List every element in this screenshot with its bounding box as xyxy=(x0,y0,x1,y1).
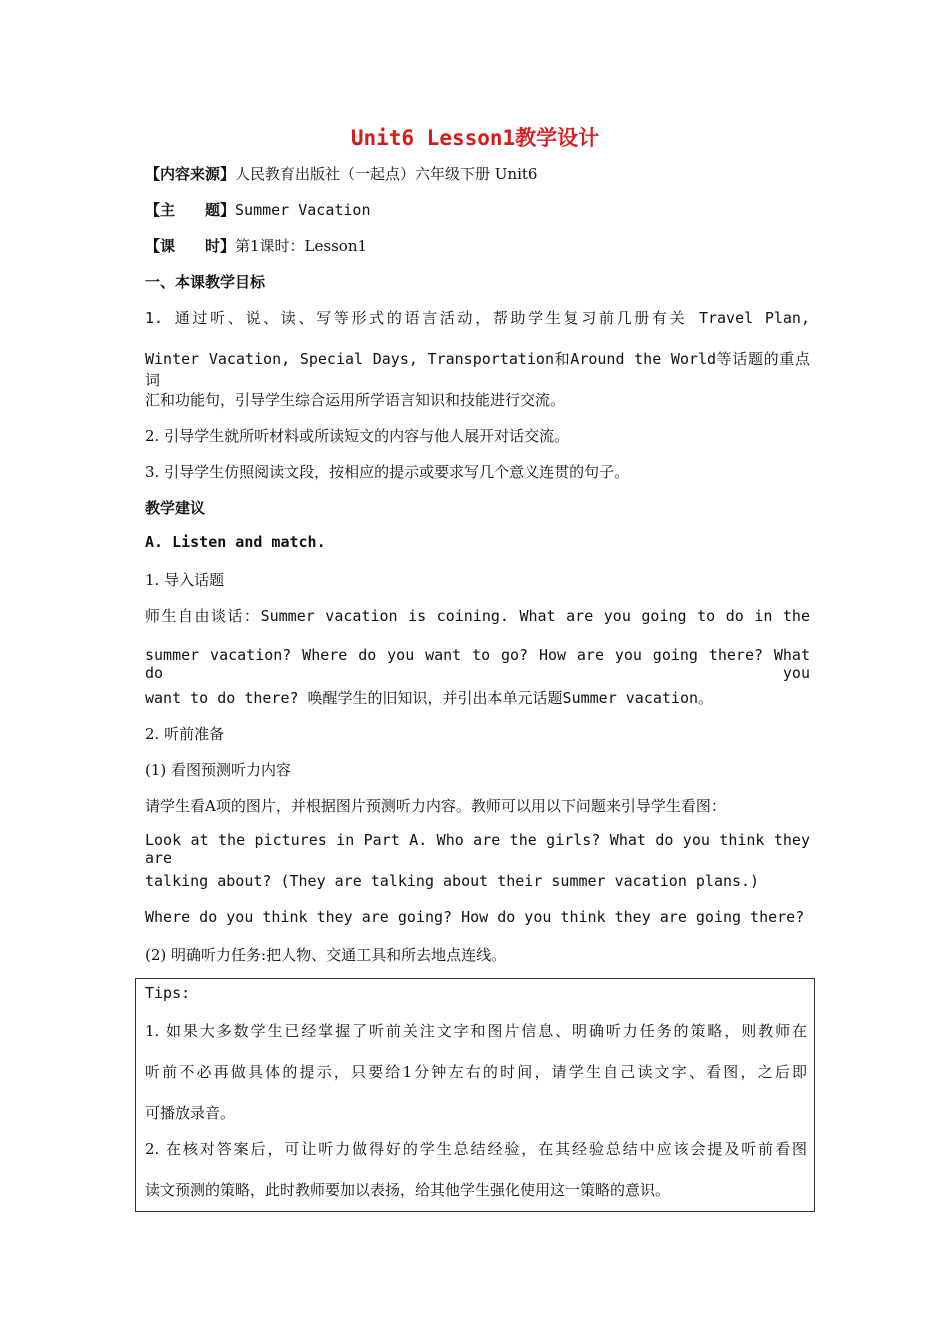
step-1: 1. 导入话题 xyxy=(145,571,225,589)
tip-1-line-2: 听前不必再做具体的提示，只要给1分钟左右的时间，请学生自己读文字、看图，之后即 xyxy=(145,1063,807,1081)
section2-heading: 教学建议 xyxy=(145,499,206,517)
meta-period xyxy=(145,235,810,256)
goal-3: 3. 引导学生仿照阅读文段，按相应的提示或要求写几个意义连贯的句子。 xyxy=(145,463,630,481)
meta-source xyxy=(145,163,810,184)
goal-2: 2. 引导学生就所听材料或所读短文的内容与他人展开对话交流。 xyxy=(145,427,570,445)
talk-line-1: 师生自由谈话：Summer vacation is coining. What are you going to do in the xyxy=(145,607,810,625)
question-line-1: Look at the pictures in Part A. Who are the girls? What do you think they are xyxy=(145,831,810,867)
step-2: 2. 听前准备 xyxy=(145,725,225,743)
guide-text: 请学生看A项的图片，并根据图片预测听力内容。教师可以用以下问题来引导学生看图： xyxy=(145,797,726,815)
meta-source-label: 【内容来源】 xyxy=(145,165,236,183)
section1-heading: 一、本课教学目标 xyxy=(145,273,266,291)
goal-1-line-3: 汇和功能句，引导学生综合运用所学语言知识和技能进行交流。 xyxy=(145,391,566,409)
meta-period-label: 【课 时】 xyxy=(145,237,236,255)
goal-1-line-1: 1. 通过听、说、读、写等形式的语言活动，帮助学生复习前几册有关 Travel Plan, xyxy=(145,309,810,327)
tips-box xyxy=(135,978,815,1212)
meta-topic-value: Summer Vacation xyxy=(235,201,371,219)
tip-1-line-3: 可播放录音。 xyxy=(145,1104,236,1122)
sub-step-1: (1) 看图预测听力内容 xyxy=(145,761,292,779)
meta-topic xyxy=(145,199,810,220)
talk-line-3: want to do there? 唤醒学生的旧知识，并引出本单元话题Summer vacation。 xyxy=(145,689,714,707)
goal-1-line-2: Winter Vacation, Special Days, Transportation和Around the World等话题的重点词 xyxy=(145,350,810,389)
meta-topic-label: 【主 题】 xyxy=(145,201,236,219)
talk-line-2: summer vacation? Where do you want to go? How are you going there? What do you xyxy=(145,646,810,682)
document-title: Unit6 Lesson1教学设计 xyxy=(350,126,600,150)
sub-step-2: (2) 明确听力任务:把人物、交通工具和所去地点连线。 xyxy=(145,946,507,964)
question-line-3: Where do you think they are going? How do you think they are going there? xyxy=(145,908,805,926)
meta-period-value: 第1课时：Lesson1 xyxy=(235,237,368,255)
part-a-heading: A. Listen and match. xyxy=(145,533,326,551)
tip-2-line-1: 2. 在核对答案后，可让听力做得好的学生总结经验，在其经验总结中应该会提及听前看图 xyxy=(145,1140,807,1158)
tip-2-line-2: 读文预测的策略，此时教师要加以表扬，给其他学生强化使用这一策略的意识。 xyxy=(145,1181,671,1199)
tips-label: Tips: xyxy=(145,984,191,1002)
tip-1-line-1: 1. 如果大多数学生已经掌握了听前关注文字和图片信息、明确听力任务的策略，则教师在 xyxy=(145,1022,807,1040)
question-line-2: talking about? (They are talking about their summer vacation plans.) xyxy=(145,872,760,890)
meta-source-value: 人民教育出版社（一起点）六年级下册 Unit6 xyxy=(235,165,538,183)
